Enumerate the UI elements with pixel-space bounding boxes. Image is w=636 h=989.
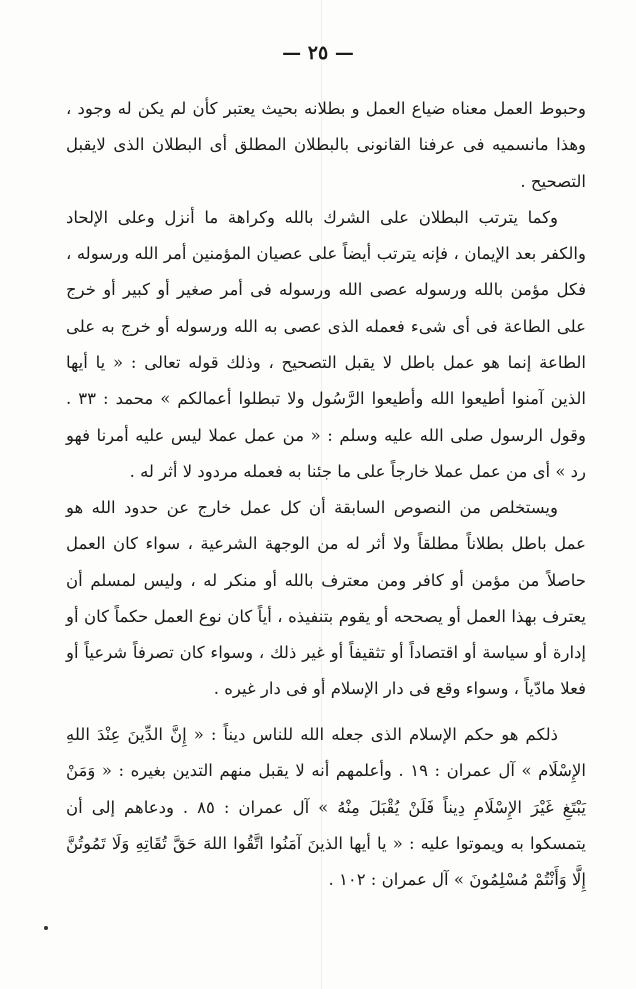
paragraph-1: وحبوط العمل معناه ضياع العمل و بطلانه بحيث يعتبر كأن لم يكن له وجود ، وهذا مانسميه فى عرفنا القانونى بالبطلان المطلق أى البطلان الذى لايقبل التصحيح . bbox=[66, 99, 586, 191]
text-block-top bbox=[66, 91, 586, 490]
paragraph-4: ذلكم هو حكم الإسلام الذى جعله الله للناس ديناً : « إِنَّ الدِّينَ عِنْدَ اللهِ الإِسْلَام » آل عمران : ١٩ . وأعلمهم أنه لا يقبل منهم التدين بغيره : « وَمَنْ يَبْتَغِ غَيْرَ الإِسْلَامِ دِيناً فَلَنْ يُقْبَلَ مِنْهُ » آل عمران : ٨٥ . ودعاهم إلى أن يتمسكوا به ويموتوا عليه : « يا أيها الذينَ آمَنُوا اتَّقُوا اللهَ حَقَّ تُقَاتِهِ وَلَا تَمُوتُنَّ إِلَّا وَأَنْتُمْ مُسْلِمُونَ » آل عمران : ١٠٢ . bbox=[66, 725, 587, 890]
page-number: — ٢٥ — bbox=[282, 42, 354, 64]
ink-speck bbox=[44, 926, 48, 930]
paragraph-3: ويستخلص من النصوص السابقة أن كل عمل خارج عن حدود الله هو عمل باطل بطلاناً مطلقاً ولا أثر له من الوجهة الشرعية ، سواء كان العمل حاصلاً من مؤمن أو كافر ومن معترف بالله أو منكر له ، وليس لمسلم أن يعترف بهذا العمل أو يصححه أو يقوم بتنفيذه ، أياً كان نوع العمل حكماً كان أو إدارة أو سياسة أو اقتصاداً أو تثقيفاً أو غير ذلك ، وسواء كان تصرفاً شرعياً أو فعلا مادّياً ، وسواء وقع فى دار الإسلام أو فى دار غيره . bbox=[66, 498, 586, 699]
paragraph-2: وكما يترتب البطلان على الشرك بالله وكراهة ما أنزل وعلى الإلحاد والكفر بعد الإيمان ، فإنه يترتب أيضاً على عصيان المؤمنين أمر الله ورسوله ، فكل مؤمن بالله ورسوله عصى الله ورسوله فى أمر صغير أو كبير أو خرج على الطاعة فى أى شىء فعمله الذى عصى به الله ورسوله أو خرج به على الطاعة إنما هو عمل باطل لا يقبل التصحيح ، وذلك قوله تعالى : « يا أيها الذين آمنوا أطيعوا الله وأطيعوا الرَّسُول ولا تبطلوا أعمالكم » محمد : ٣٣ . وقول الرسول صلى الله عليه وسلم : « من عمل عملا ليس عليه أمرنا فهو رد » أى من عمل عملا خارجاً على ما جئنا به فعمله مردود لا أثر له . bbox=[66, 207, 587, 481]
text-block-middle bbox=[66, 490, 586, 708]
text-block-bottom bbox=[66, 717, 586, 898]
